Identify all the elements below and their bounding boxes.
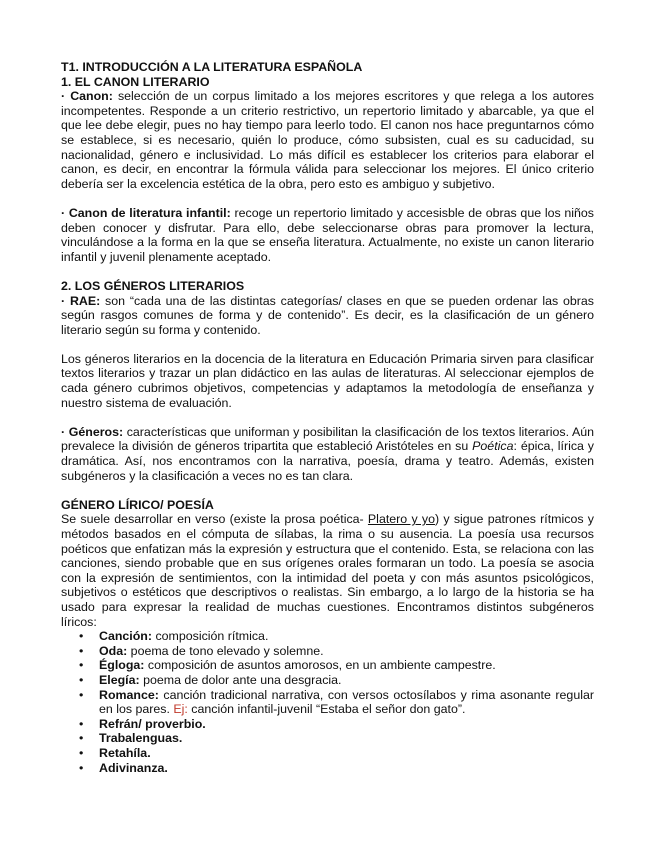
- list-item-adivinanza: [99, 761, 594, 776]
- document-page: [61, 60, 594, 775]
- text-canon-infantil: recoge un repertorio limitado y accesisble de obras que los niños deben conocer y disfrutar. Para ello, debe seleccionarse obras para promover la lectura, vinculándose a la forma en la que se enseña literatura. Actualmente, no existe un canon literario infantil y juvenil plenamente aceptado.: [61, 205, 594, 264]
- item-term: Retahíla.: [99, 745, 151, 760]
- term-canon-infantil: · Canon de literatura infantil:: [61, 205, 231, 220]
- list-item-romance: [99, 688, 594, 717]
- paragraph-docencia: Los géneros literarios en la docencia de la literatura en Educación Primaria sirven para clasificar textos literarios y trazar un plan didáctico en las aulas de literaturas. Al seleccionar ejemplos de cada género cubrimos objetivos, competencias y adaptamos la metodología de enseñanza y nuestro sistema de evaluación.: [61, 351, 594, 410]
- item-text: composición de asuntos amorosos, en un ambiente campestre.: [144, 658, 496, 673]
- term-rae: · RAE:: [61, 293, 101, 308]
- section-heading-lirico: GÉNERO LÍRICO/ POESÍA: [61, 497, 214, 512]
- text-generos-a: características que uniforman y posibilitan la clasificación de los textos literarios. Aún prevalece la división de géneros tripartita que estableció Aristóteles en su: [61, 424, 594, 454]
- text-lirico-b: ) y sigue patrones rítmicos y métodos basados en el cómputa de sílabas, la rima o su ausencia. La poesía usa recursos poéticos que enfatizan más la expresión y estructura que el contenido. Esta, se relaciona con las canciones, siendo probable que en sus orígenes orales formaran un todo. La poesía se asocia con la expresión de sentimientos, con la intimidad del poeta y con más asuntos psicológicos, subjetivos o estéticos que descriptivos o realistas. Sin embargo, a lo largo de la historia se ha usado para expresar la realidad de muchas cuestiones. Encontramos distintos subgéneros líricos:: [61, 512, 594, 629]
- text-canon: selección de un corpus limitado a los mejores escritores y que relega a los autores incompetentes. Responde a un criterio restrictivo, un repertorio limitado y abarcable, ya que el que lee debe elegir, pues no hay tiempo para leerlo todo. El canon nos hace preguntarnos cómo se establece, si es necesario, quién lo produce, cómo subsisten, cual es su caducidad, su nacionalidad, género e inclusividad. Lo más difícil es establecer los criterios para elaborar el canon, es decir, en encontrar la fórmula válida para seleccionar los mejores. El único criterio debería ser la excelencia estética de la obra, pero esto es ambiguo y subjetivo.: [61, 89, 594, 191]
- text-lirico-a: Se suele desarrollar en verso (existe la prosa poética-: [61, 512, 368, 527]
- list-item-cancion: [99, 629, 594, 644]
- item-term: Elegía:: [99, 672, 140, 687]
- item-term: Trabalenguas.: [99, 731, 183, 746]
- term-generos: · Géneros:: [61, 424, 124, 439]
- item-term: Canción:: [99, 629, 153, 644]
- text-poetica: Poética: [472, 439, 514, 454]
- list-item-trabalenguas: [99, 731, 594, 746]
- term-canon: · Canon:: [61, 89, 113, 104]
- list-item-retahila: [99, 746, 594, 761]
- paragraph-canon: [61, 89, 594, 191]
- item-term: Romance:: [99, 687, 159, 702]
- list-item-egloga: [99, 658, 594, 673]
- text-generos-b: : épica, lírica y dramática. Así, nos encontramos con la narrativa, poesía, drama y teatro. Además, existen subgéneros y la clasificación a veces no es tan clara.: [61, 439, 594, 483]
- section-heading-generos: 2. LOS GÉNEROS LITERARIOS: [61, 278, 245, 293]
- item-term: Oda:: [99, 643, 128, 658]
- item-text: poema de dolor ante una desgracia.: [139, 672, 342, 687]
- link-platero[interactable]: Platero y yo: [367, 512, 435, 527]
- text-rae: son “cada una de las distintas categorías/ clases en que se pueden ordenar las obras según rasgos comunes de forma y de contenido”. Es decir, es la clasificación de un género literario según su forma y contenido.: [61, 293, 594, 337]
- paragraph-canon-infantil: [61, 206, 594, 264]
- item-text: composición rítmica.: [152, 629, 269, 644]
- example-label: Ej:: [173, 702, 188, 717]
- paragraph-generos: [61, 425, 594, 483]
- document-title: T1. INTRODUCCIÓN A LA LITERATURA ESPAÑOLA: [61, 60, 363, 74]
- list-item-oda: [99, 644, 594, 659]
- item-term: Adivinanza.: [99, 760, 168, 775]
- list-item-refran: [99, 717, 594, 732]
- item-term: Refrán/ proverbio.: [99, 716, 206, 731]
- subgenre-list: [61, 629, 594, 775]
- paragraph-lirico: [61, 512, 594, 629]
- item-text: canción tradicional narrativa, con versos octosílabos y rima asonante regular en los pares.: [99, 687, 594, 717]
- item-text: poema de tono elevado y solemne.: [127, 643, 324, 658]
- section-heading-canon: 1. EL CANON LITERARIO: [61, 74, 210, 89]
- list-item-elegia: [99, 673, 594, 688]
- example-text: canción infantil-juvenil “Estaba el señor don gato”.: [187, 702, 466, 717]
- item-term: Égloga:: [99, 658, 145, 673]
- paragraph-rae: [61, 294, 594, 338]
